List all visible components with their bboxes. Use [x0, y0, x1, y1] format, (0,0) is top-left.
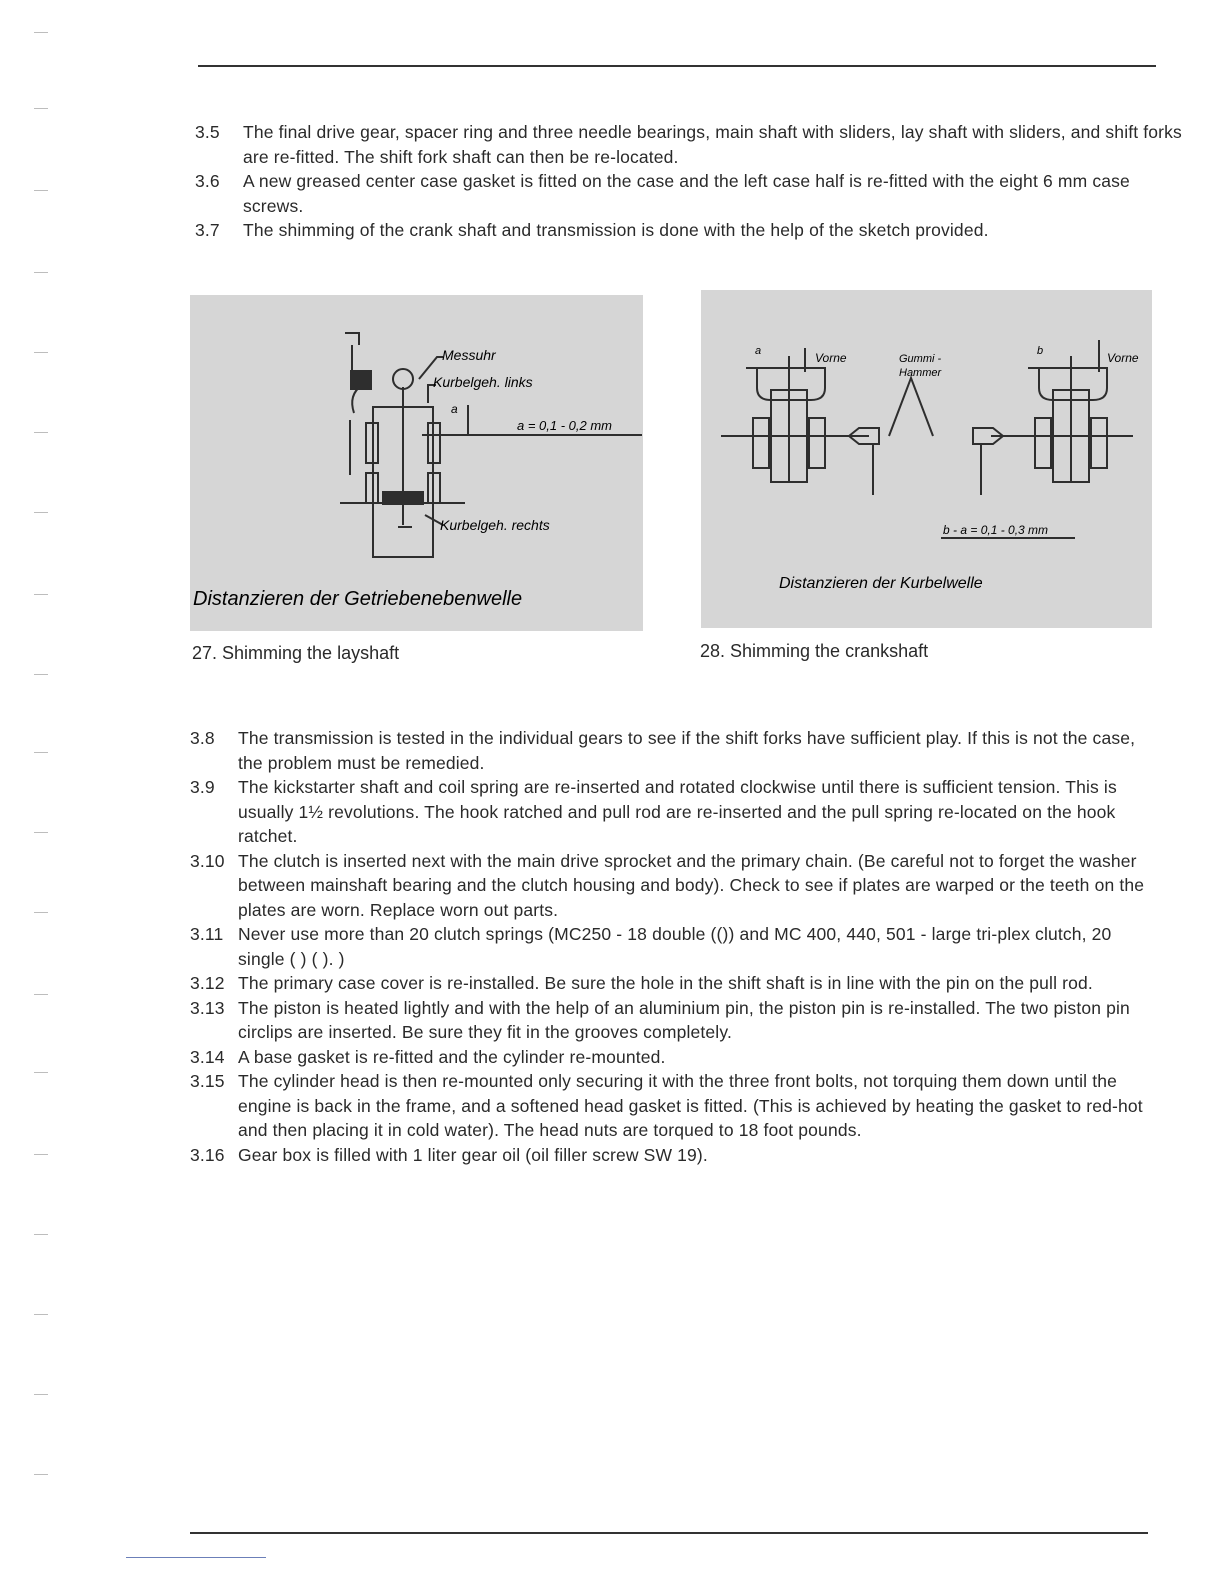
item-text: The piston is heated lightly and with the help of an aluminium pin, the piston pin is re-installed. The two piston pin circlips are inserted. Be sure they fit in the grooves completely. [238, 997, 1130, 1042]
item-number: 3.13 [190, 997, 225, 1018]
item-number: 3.14 [190, 1046, 225, 1067]
figure-27-caption: 27. Shimming the layshaft [192, 643, 400, 663]
item-number: 3.7 [195, 220, 220, 240]
layshaft-diagram [190, 295, 643, 631]
label-a: a [451, 402, 458, 416]
crankshaft-shimming-figure [701, 290, 1152, 628]
item-text: Never use more than 20 clutch springs (MC250 - 18 double (()) and MC 400, 440, 501 - large tri-plex clutch, 20 single ( ) ( ). ) [238, 924, 1112, 969]
section-b [190, 726, 1150, 1167]
gap-tolerance: a = 0,1 - 0,2 mm [517, 418, 613, 433]
label-kurbelgeh-rechts: Kurbelgeh. rechts [440, 517, 550, 533]
item-number: 3.16 [190, 1144, 225, 1165]
item-number: 3.15 [190, 1071, 225, 1091]
item-text: The primary case cover is re-installed. Be sure the hole in the shift shaft is in line with the pin on the pull rod. [238, 973, 1093, 993]
item-number: 3.11 [190, 924, 224, 944]
layshaft-shimming-figure [190, 295, 643, 631]
label-hammer: Hammer [899, 367, 942, 379]
list-item [195, 120, 1185, 169]
list-item [195, 218, 1185, 243]
figure-title: Distanzieren der Getriebenebenwelle [193, 588, 523, 610]
margin-tick-marks [34, 0, 54, 1584]
list-item [190, 1069, 1150, 1143]
item-number: 3.12 [190, 973, 225, 993]
label-kurbelgeh-links: Kurbelgeh. links [433, 374, 533, 390]
footer-rule [190, 1532, 1148, 1534]
section-a [195, 120, 1185, 243]
footer-mark [126, 1557, 266, 1558]
list-item [190, 971, 1150, 996]
crankshaft-diagram [701, 290, 1152, 628]
item-text: The clutch is inserted next with the main drive sprocket and the primary chain. (Be careful not to forget the washer between mainshaft bearing and the clutch housing and body). Check to see if plates are warped or the teeth on the plates are worn. Replace worn out parts. [238, 850, 1145, 920]
header-rule [198, 65, 1156, 67]
item-number: 3.10 [190, 850, 225, 871]
list-item [190, 1045, 1150, 1070]
item-text: The cylinder head is then re-mounted only securing it with the three front bolts, not torquing them down until the engine is back in the frame, and a softened head gasket is fitted. (This is achieved by heating the gasket to red-hot and then placing it in cold water). The head nuts are torqued to 18 foot pounds. [238, 1071, 1143, 1140]
item-text: The shimming of the crank shaft and transmission is done with the help of the sketch provided. [243, 220, 989, 240]
item-text: Gear box is filled with 1 liter gear oil (oil filler screw SW 19). [238, 1144, 708, 1165]
item-number: 3.6 [195, 171, 220, 191]
item-text: A base gasket is re-fitted and the cylinder re-mounted. [238, 1046, 666, 1067]
list-item [190, 996, 1150, 1045]
item-number: 3.8 [190, 728, 215, 748]
item-text: The final drive gear, spacer ring and three needle bearings, main shaft with sliders, lay shaft with sliders, and shift forks are re-fitted. The shift fork shaft can then be re-located. [243, 122, 1182, 167]
list-item [190, 922, 1150, 971]
list-item [190, 726, 1150, 775]
figure-title: Distanzieren der Kurbelwelle [779, 575, 983, 592]
gap-tolerance: b - a = 0,1 - 0,3 mm [943, 523, 1049, 537]
label-vorne-right: Vorne [1107, 351, 1139, 365]
list-item [195, 169, 1185, 218]
list-item [190, 1143, 1150, 1168]
list-item [190, 849, 1150, 923]
item-number: 3.9 [190, 777, 215, 797]
label-b: b [1037, 345, 1044, 357]
label-a: a [755, 345, 762, 357]
label-gummi: Gummi - [899, 353, 942, 365]
item-text: The transmission is tested in the individual gears to see if the shift forks have sufficient play. If this is not the case, the problem must be remedied. [238, 728, 1136, 773]
label-messuhr: Messuhr [442, 347, 496, 363]
item-text: A new greased center case gasket is fitted on the case and the left case half is re-fitted with the eight 6 mm case screws. [243, 171, 1130, 216]
figure-28-caption: 28. Shimming the crankshaft [700, 641, 929, 661]
item-text: The kickstarter shaft and coil spring are re-inserted and rotated clockwise until there is sufficient tension. This is usually 1½ revolutions. The hook ratched and pull rod are re-inserted and the pull spring re-located on the hook ratchet. [238, 777, 1117, 846]
list-item [190, 775, 1150, 849]
item-number: 3.5 [195, 122, 220, 142]
label-vorne-left: Vorne [815, 351, 847, 365]
